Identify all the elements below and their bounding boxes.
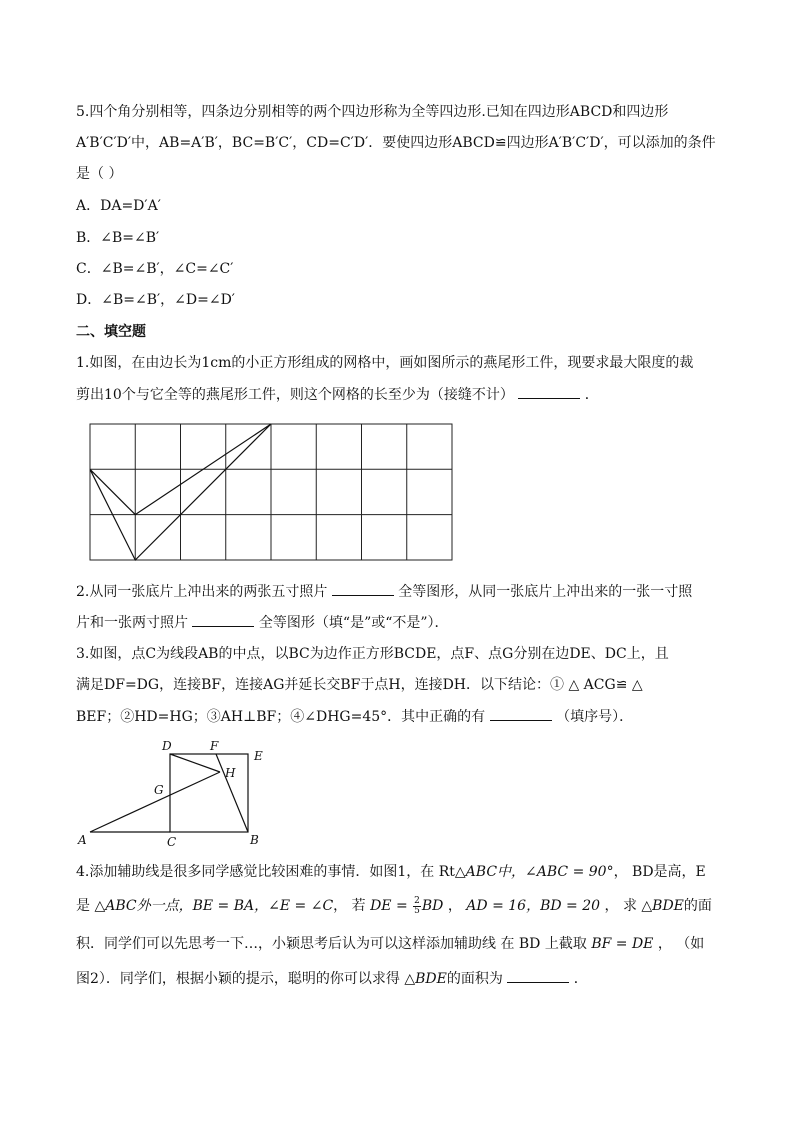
f4-text: ． — [573, 971, 588, 987]
q5-option-d: D．∠B=∠B′，∠D=∠D′ — [76, 292, 235, 308]
f4-line-4 — [76, 968, 588, 989]
f3-line-2: 满足DF=DG，连接BF，连接AG并延长交BF于点H，连接DH．以下结论：① △ ACG≌ △ — [76, 677, 643, 693]
q5-line-1: 5.四个角分别相等，四条边分别相等的两个四边形称为全等四边形.已知在四边形ABCD和四边形 — [76, 104, 669, 120]
f3-line-3 — [76, 706, 633, 727]
f4-line-3 — [76, 934, 704, 954]
f2-line-1 — [76, 581, 692, 602]
q5-option-a: A．DA=D′A′ — [76, 198, 161, 214]
fraction-2-5 — [413, 897, 421, 916]
f4-text: ， — [443, 898, 467, 914]
f2-line-1-rest: 全等图形，从同一张底片上冲出来的一张一寸照 — [398, 584, 693, 600]
f4-text: 积．同学们可以先思考一下…，小颖思考后认为可以这样添加辅助线 在 BD 上截取 — [76, 936, 592, 952]
f4-math: △BDE — [641, 898, 684, 914]
q5-option-b: B．∠B=∠B′ — [76, 230, 160, 246]
f2-line-2-text: 片和一张两寸照片 — [76, 615, 188, 631]
label-d: D — [162, 739, 172, 753]
f4-math: BF = DE — [591, 936, 654, 952]
label-e: E — [254, 749, 263, 763]
f4-line-2 — [76, 896, 712, 916]
answer-blank — [518, 384, 580, 399]
f4-text: 图2）．同学们，根据小颖的提示，聪明的你可以求得 — [76, 971, 405, 987]
f4-text: 4.添加辅助线是很多同学感觉比较困难的事情．如图1，在 Rt — [76, 864, 455, 880]
f1-line-2 — [76, 384, 599, 405]
section-heading: 二、填空题 — [76, 324, 146, 340]
answer-blank — [192, 612, 254, 627]
f4-text: ， 求 — [600, 898, 642, 914]
answer-blank — [490, 706, 552, 721]
label-a: A — [78, 833, 87, 847]
q5-option-c: C．∠B=∠B′，∠C=∠C′ — [76, 261, 234, 277]
f4-math: BE = BA，∠E = ∠C — [192, 898, 334, 914]
f4-math: △ABC外一点， — [94, 898, 193, 914]
f3-line-3-text: BEF；②HD=HG；③AH⊥BF；④∠DHG=45°．其中正确的有 — [76, 709, 486, 725]
q5-line-3: 是（ ） — [76, 166, 123, 182]
label-h: H — [225, 766, 236, 780]
f2-line-1-text: 2.从同一张底片上冲出来的两张五寸照片 — [76, 584, 328, 600]
f1-line-2-text: 剪出10个与它全等的燕尾形工件，则这个网格的长至少为（接缝不计） — [76, 387, 514, 403]
f1-line-2-end: ． — [584, 387, 599, 403]
answer-blank — [332, 581, 394, 596]
square-geometry-figure — [74, 734, 274, 852]
label-g: G — [154, 783, 164, 797]
f4-text: ， （如 — [653, 936, 705, 952]
line-dh — [170, 754, 220, 772]
q5-line-2: A′B′C′D′中，AB=A′B′，BC=B′C′，CD=C′D′．要使四边形ABCD≌四边形A′B′C′D′，可以添加的条件 — [76, 135, 716, 151]
swallowtail-grid-figure — [88, 422, 456, 564]
f3-line-1: 3.如图，点C为线段AB的中点，以BC为边作正方形BCDE，点F、点G分别在边DE、DC上，且 — [76, 646, 669, 662]
f2-line-2-rest: 全等图形（填“是”或“不是”）． — [258, 615, 449, 631]
f2-line-2 — [76, 612, 449, 633]
f4-text: 是 — [76, 898, 95, 914]
line-ah — [90, 772, 220, 832]
square-bcde — [170, 754, 248, 832]
fraction-denominator: 5 — [414, 905, 420, 916]
f4-math: ∠ABC = 90° — [525, 864, 614, 880]
f4-math: △BDE — [404, 971, 447, 987]
label-b: B — [250, 833, 259, 847]
f4-math: AD = 16，BD = 20 — [466, 898, 601, 914]
f4-math: DE = — [370, 898, 413, 914]
f4-text: ， BD是高，E — [613, 864, 706, 880]
f1-line-1: 1.如图，在由边长为1cm的小正方形组成的网格中，画如图所示的燕尾形工件，现要求最大限度的裁 — [76, 355, 694, 371]
f4-text: ， 若 — [333, 898, 371, 914]
f4-text: 的面积为 — [446, 971, 503, 987]
f4-math: △ABC中， — [454, 864, 526, 880]
label-c: C — [167, 835, 177, 849]
f4-text: 的面 — [683, 898, 712, 914]
f3-line-3-rest: （填序号）． — [556, 709, 634, 725]
fraction-numerator: 2 — [414, 895, 420, 906]
f4-line-1 — [76, 862, 706, 882]
answer-blank — [507, 968, 569, 983]
f4-math: BD — [421, 898, 444, 914]
label-f: F — [210, 739, 219, 753]
